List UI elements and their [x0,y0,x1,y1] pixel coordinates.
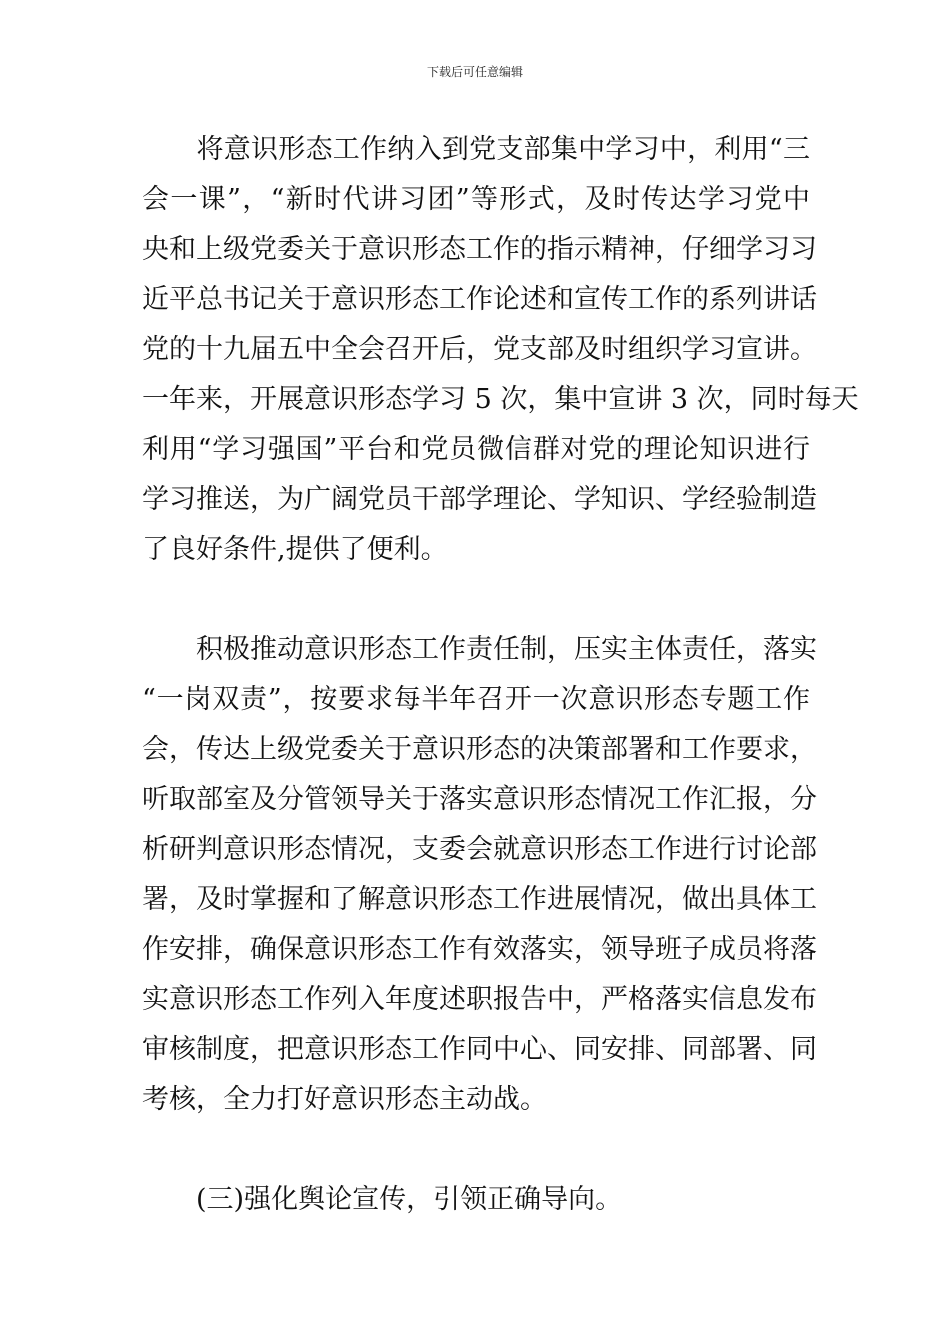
text-line: 利用“学习强国”平台和党员微信群对党的理论知识进行 [142,434,810,465]
text-line: “一岗双责”，按要求每半年召开一次意识形态专题工作 [142,684,810,715]
text-line: 考核，全力打好意识形态主动战。 [142,1084,547,1115]
section-heading: (三)强化舆论宣传，引领正确导向。 [142,1184,623,1215]
text-line: 将意识形态工作纳入到党支部集中学习中，利用“三 [142,134,810,165]
text-line: 党的十九届五中全会召开后，党支部及时组织学习宣讲。 [142,334,817,365]
text-line: 析研判意识形态情况，支委会就意识形态工作进行讨论部 [142,834,817,865]
text-line: 学习推送，为广阔党员干部学理论、学知识、学经验制造 [142,484,817,515]
paragraph-1 [142,125,859,575]
paragraph-spacer [142,1125,810,1175]
paragraph-spacer [142,575,810,625]
text-line: 近平总书记关于意识形态工作论述和宣传工作的系列讲话 [142,284,817,315]
text-line: 会，传达上级党委关于意识形态的决策部署和工作要求， [142,734,817,765]
text-line: 作安排，确保意识形态工作有效落实，领导班子成员将落 [142,934,817,965]
text-line: 会一课”，“新时代讲习团”等形式，及时传达学习党中 [142,184,810,215]
text-line: 一年来，开展意识形态学习 5 次，集中宣讲 3 次，同时每天 [142,384,859,415]
document-body [142,125,859,1225]
text-line: 审核制度，把意识形态工作同中心、同安排、同部署、同 [142,1034,817,1065]
paragraph-2 [142,625,817,1125]
page-header: 下载后可任意编辑 [426,65,523,79]
text-line: 央和上级党委关于意识形态工作的指示精神，仔细学习习 [142,234,817,265]
text-line: 积极推动意识形态工作责任制，压实主体责任，落实 [142,634,817,665]
text-line: 听取部室及分管领导关于落实意识形态情况工作汇报，分 [142,784,817,815]
text-line: 实意识形态工作列入年度述职报告中，严格落实信息发布 [142,984,817,1015]
text-line: 署，及时掌握和了解意识形态工作进展情况，做出具体工 [142,884,817,915]
text-line: 了良好条件,提供了便利。 [142,534,448,565]
